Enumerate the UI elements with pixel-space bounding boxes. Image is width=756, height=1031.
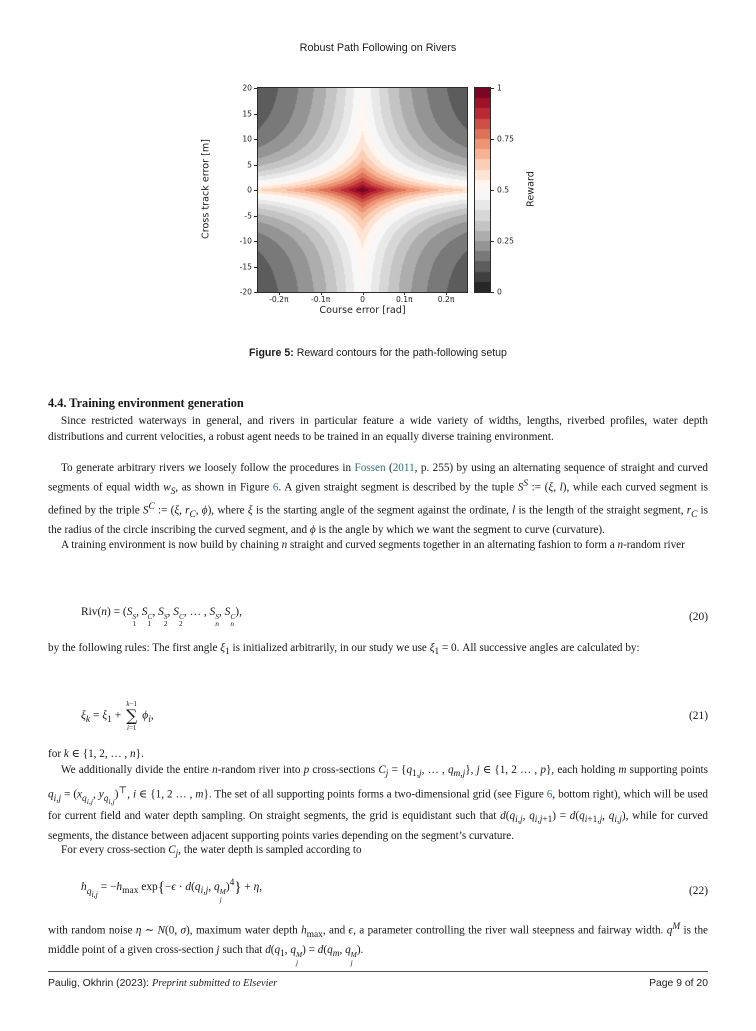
y-axis-tick-marks bbox=[254, 88, 257, 292]
tick-mark bbox=[254, 216, 257, 217]
tick-label: 0.75 bbox=[497, 134, 514, 144]
x-axis-label: Course error [rad] bbox=[319, 305, 406, 316]
tick-mark bbox=[491, 88, 494, 89]
paragraph-3: A training environment is now build by chaining n straight and curved segments together in an alternating fashion to form a n-random river bbox=[61, 539, 685, 551]
footer-page-number: Page 9 of 20 bbox=[649, 978, 708, 989]
tick-mark bbox=[254, 241, 257, 242]
tick-label: 0 bbox=[247, 185, 252, 195]
footer-note: Preprint submitted to Elsevier bbox=[151, 978, 278, 989]
tick-label: 10 bbox=[242, 134, 252, 144]
running-title: Robust Path Following on Rivers bbox=[299, 42, 457, 54]
footer-rule bbox=[48, 971, 708, 972]
colorbar-tick-marks bbox=[491, 88, 494, 292]
tick-mark bbox=[254, 267, 257, 268]
tick-label: 0.1π bbox=[395, 295, 413, 304]
paragraph-2: To generate arbitrary rivers we loosely follow the procedures in Fossen (2011, p. 255) by using an alternating sequence of straight and curved segments of equal width $w_S$, as shown in Figure 6. A given straight segment is described by the tuple $S^S$ := (ξ, l), while each curved segment is defined by the triple $S^C$ := (ξ, $r_C$, ϕ), where ξ is the starting angle of the segment against the ordinate, l is the length of the straight segment, $r_C$ is the radius of the circle inscribing the curved segment, and ϕ is the angle by which we want the segment to curve (curvature). bbox=[48, 462, 709, 537]
equation-22 bbox=[48, 878, 708, 904]
tick-mark bbox=[254, 114, 257, 115]
equation-20 bbox=[48, 605, 708, 629]
figure-caption-text: Reward contours for the path-following setup bbox=[293, 347, 507, 359]
paragraph-5: for k ∈ {1, 2, … , n}. bbox=[48, 747, 144, 760]
equation-21-number: (21) bbox=[689, 710, 708, 722]
tick-label: 0.2π bbox=[437, 295, 455, 304]
colorbar-ticks bbox=[497, 83, 527, 297]
tick-mark bbox=[491, 139, 494, 140]
paragraph-4: by the following rules: The first angle $\xi_1$ is initialized arbitrarily, in our study we use $\xi_1 = 0$. All successive angles are calculated by: bbox=[48, 642, 640, 658]
equation-21-body: $\xi_k = \xi_1$ + k−1 ∑ i=1 $\phi_i$, bbox=[81, 699, 154, 732]
footer-citation bbox=[48, 978, 277, 989]
y-axis-label: Cross track error [m] bbox=[200, 139, 212, 239]
equation-20-number: (20) bbox=[689, 611, 708, 623]
figure-5 bbox=[0, 0, 756, 380]
contour-canvas bbox=[258, 88, 467, 292]
tick-label: 20 bbox=[242, 83, 252, 93]
figure-6-link-2[interactable]: 6 bbox=[546, 788, 553, 801]
tick-label: -5 bbox=[244, 211, 252, 220]
paragraph-8: with random noise η ∼ N(0, σ), maximum water depth $h_{max}$, and ϵ, a parameter controlling the river wall steepness and fairway width. $q^M$ is the middle point of a given cross-section j such that $d(q_1$, q M j ) = $d(q_m$, q M j ). bbox=[48, 922, 709, 967]
footer-authors: Paulig, Okhrin (2023): bbox=[48, 978, 152, 989]
x-axis-ticks bbox=[258, 295, 467, 305]
tick-label: 0 bbox=[360, 295, 365, 304]
tick-mark bbox=[491, 292, 494, 293]
tick-mark bbox=[491, 190, 494, 191]
paragraph-6: We additionally divide the entire n-random river into p cross-sections $C_j = \{q_{1,j}$, … , $q_{m,j}$}, j ∈ {1, 2 … , p}, each holding m supporting points $q_{i,j} = (x_{q_{i,j}}$, $y_{q_{i,j}})^⊤$, i ∈ {1, 2 … , m}. The set of all supporting points forms a two-dimensional grid (see Figure 6, bottom right), which will be used for current field and water depth sampling. On straight segments, the grid is equidistant such that $d(q_{i,j}$, $q_{i,j+1}) = d(q_{i+1,j}$, $q_{i,j}$), while for curved segments, the distance between adjacent supporting points varies depending on the segment’s curvature. bbox=[48, 763, 709, 842]
tick-label: -15 bbox=[239, 262, 252, 271]
paragraph-7: For every cross-section $C_j$, the water depth is sampled according to bbox=[61, 844, 362, 860]
colorbar-canvas bbox=[475, 88, 490, 292]
tick-label: 0 bbox=[497, 287, 502, 297]
citation-year-link[interactable]: 2011 bbox=[392, 462, 415, 474]
equation-22-body: $h_{q_{i,j}} = -h_{max}$ $\exp\{-\epsilon \cdot d(q_{i,j}$, q M j )$^4$} + η, bbox=[81, 878, 263, 904]
figure-6-link[interactable]: 6 bbox=[272, 481, 279, 494]
tick-label: -20 bbox=[239, 287, 252, 297]
footer bbox=[48, 978, 708, 989]
section-heading: 4.4. Training environment generation bbox=[48, 396, 244, 410]
figure-caption-label: Figure 5: bbox=[249, 347, 294, 359]
tick-mark bbox=[254, 292, 257, 293]
tick-label: 0.25 bbox=[497, 236, 514, 246]
tick-mark bbox=[254, 190, 257, 191]
tick-label: 1 bbox=[497, 83, 502, 93]
tick-label: -10 bbox=[239, 236, 252, 246]
contour-plot bbox=[257, 87, 468, 293]
figure-caption bbox=[48, 347, 708, 359]
tick-label: 15 bbox=[242, 109, 252, 118]
tick-mark bbox=[254, 139, 257, 140]
tick-label: 5 bbox=[247, 160, 252, 169]
equation-22-number: (22) bbox=[689, 885, 708, 897]
tick-label: -0.1π bbox=[310, 295, 331, 304]
y-axis-ticks bbox=[224, 83, 252, 297]
tick-mark bbox=[254, 165, 257, 166]
tick-label: -0.2π bbox=[269, 295, 289, 304]
tick-mark bbox=[491, 241, 494, 242]
colorbar-label: Reward bbox=[525, 171, 537, 207]
paragraph-1: Since restricted waterways in general, and rivers in particular feature a wide variety of widths, lengths, riverbed profiles, water depth distributions and current velocities, a robust agent needs to be trained in an equally diverse training environment. bbox=[48, 415, 708, 443]
tick-label: 0.5 bbox=[497, 185, 510, 195]
tick-mark bbox=[254, 88, 257, 89]
colorbar bbox=[474, 87, 491, 293]
equation-20-body: Riv(n) = (S S 1 , S C 1 , S S 2 , S C 2 , … , S S n , S C n ), bbox=[81, 605, 242, 629]
equation-21 bbox=[48, 694, 708, 738]
citation-fossen-link[interactable]: Fossen bbox=[354, 462, 386, 474]
